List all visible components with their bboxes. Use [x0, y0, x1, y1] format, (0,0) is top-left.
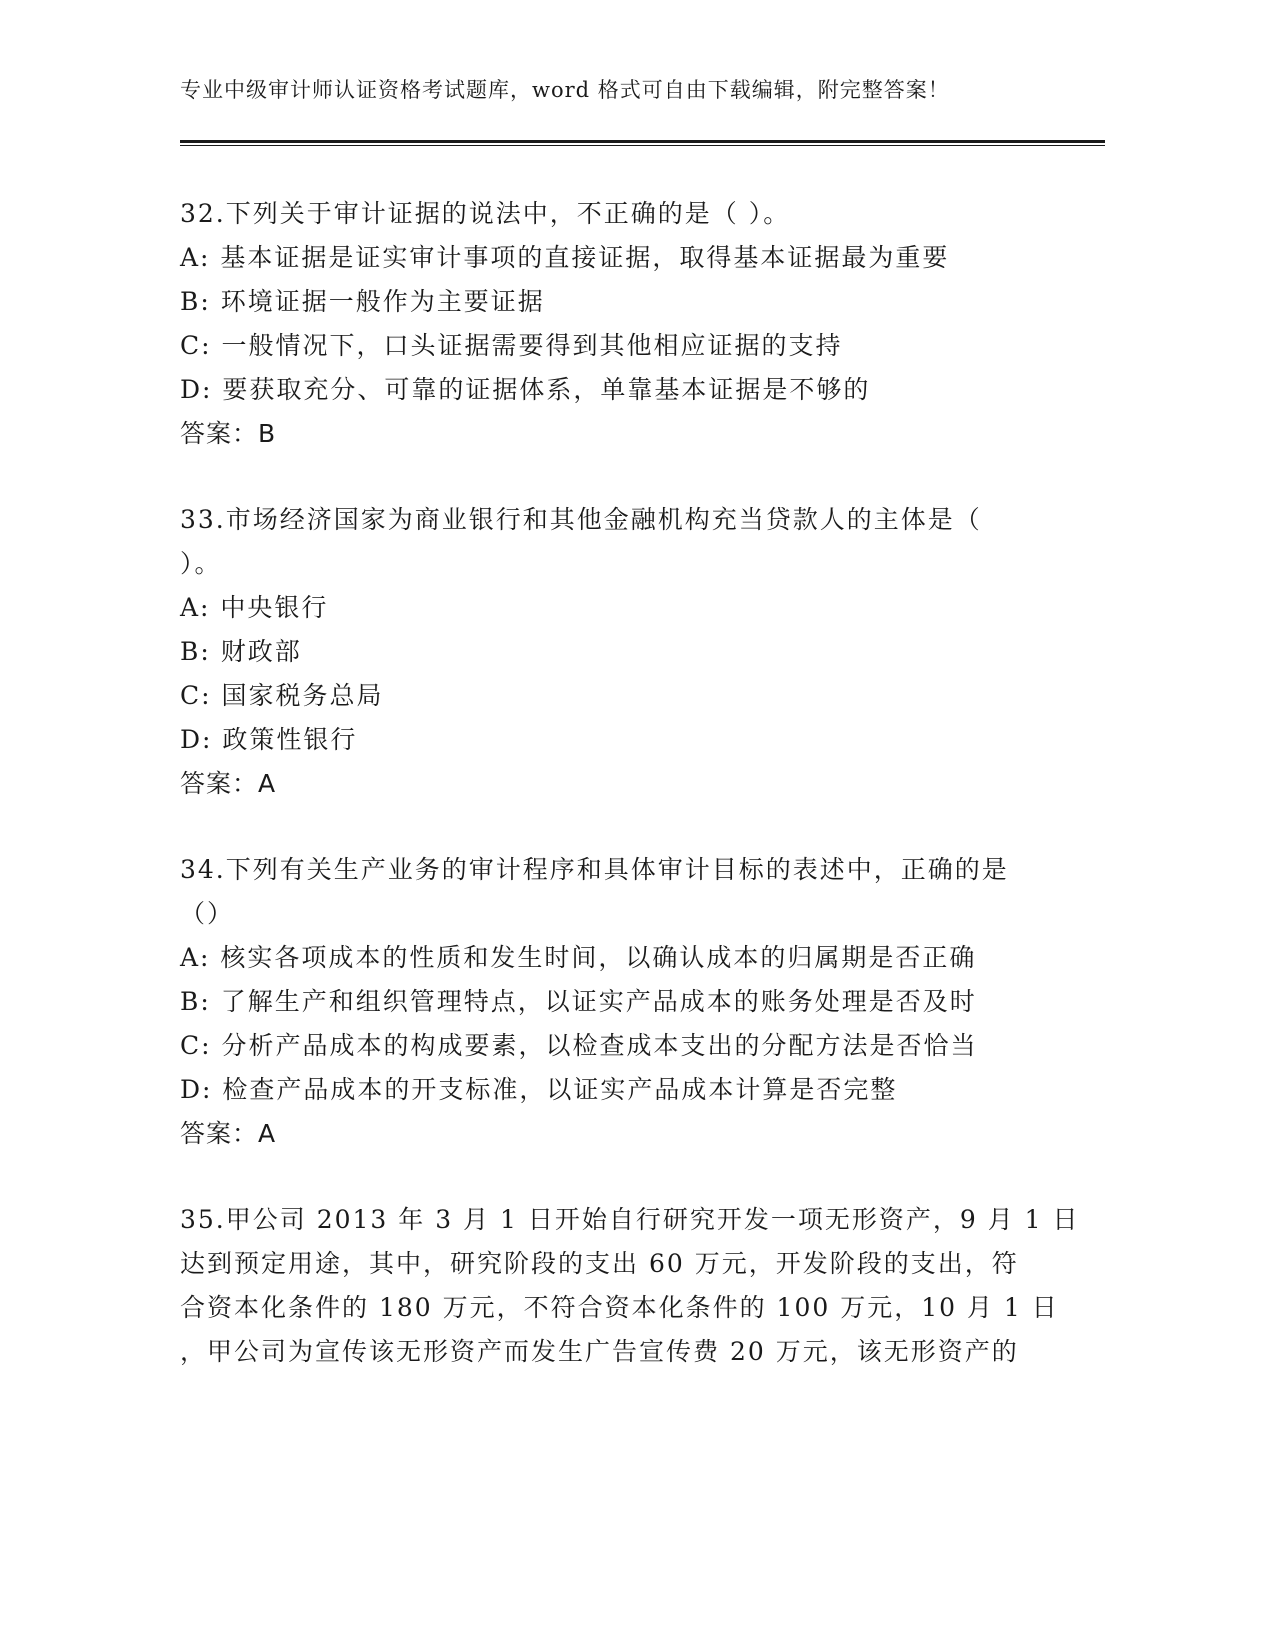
document-header: 专业中级审计师认证资格考试题库，word 格式可自由下载编辑，附完整答案！ [180, 78, 950, 102]
question-32 [180, 192, 1040, 456]
question-stem-continued: （） [180, 899, 235, 928]
answer: 答案：A [180, 1119, 277, 1148]
question-34 [180, 848, 1040, 1156]
option-a: A: 核实各项成本的性质和发生时间，以确认成本的归属期是否正确 [180, 943, 977, 972]
option-b: B: 财政部 [180, 637, 302, 666]
option-a: A: 基本证据是证实审计事项的直接证据，取得基本证据最为重要 [180, 243, 950, 272]
header-divider-thin [180, 145, 1105, 146]
option-b: B: 环境证据一般作为主要证据 [180, 287, 545, 316]
question-35 [180, 1198, 1080, 1374]
option-b: B: 了解生产和组织管理特点，以证实产品成本的账务处理是否及时 [180, 987, 977, 1016]
option-c: C: 国家税务总局 [180, 681, 384, 710]
answer: 答案：A [180, 769, 277, 798]
question-list [180, 192, 1080, 1416]
question-stem: 35.甲公司 2013 年 3 月 1 日开始自行研究开发一项无形资产，9 月 1 日 [180, 1205, 1080, 1234]
question-stem-continued: 达到预定用途，其中，研究阶段的支出 60 万元，开发阶段的支出，符 [180, 1249, 1019, 1278]
question-stem-continued: ）。 [180, 549, 222, 578]
question-stem-continued: 合资本化条件的 180 万元，不符合资本化条件的 100 万元，10 月 1 日 [180, 1293, 1059, 1322]
question-stem-continued: ，甲公司为宣传该无形资产而发生广告宣传费 20 万元，该无形资产的 [180, 1337, 1019, 1366]
option-d: D: 政策性银行 [180, 725, 358, 754]
question-stem: 32.下列关于审计证据的说法中，不正确的是（ ）。 [180, 199, 791, 228]
option-d: D: 要获取充分、可靠的证据体系，单靠基本证据是不够的 [180, 375, 871, 404]
option-c: C: 分析产品成本的构成要素，以检查成本支出的分配方法是否恰当 [180, 1031, 978, 1060]
header-divider [180, 140, 1105, 143]
answer: 答案：B [180, 419, 277, 448]
option-d: D: 检查产品成本的开支标准，以证实产品成本计算是否完整 [180, 1075, 898, 1104]
question-33 [180, 498, 1040, 806]
option-c: C: 一般情况下，口头证据需要得到其他相应证据的支持 [180, 331, 843, 360]
option-a: A: 中央银行 [180, 593, 329, 622]
question-stem: 33.市场经济国家为商业银行和其他金融机构充当贷款人的主体是（ [180, 505, 982, 534]
question-stem: 34.下列有关生产业务的审计程序和具体审计目标的表述中，正确的是 [180, 855, 1009, 884]
